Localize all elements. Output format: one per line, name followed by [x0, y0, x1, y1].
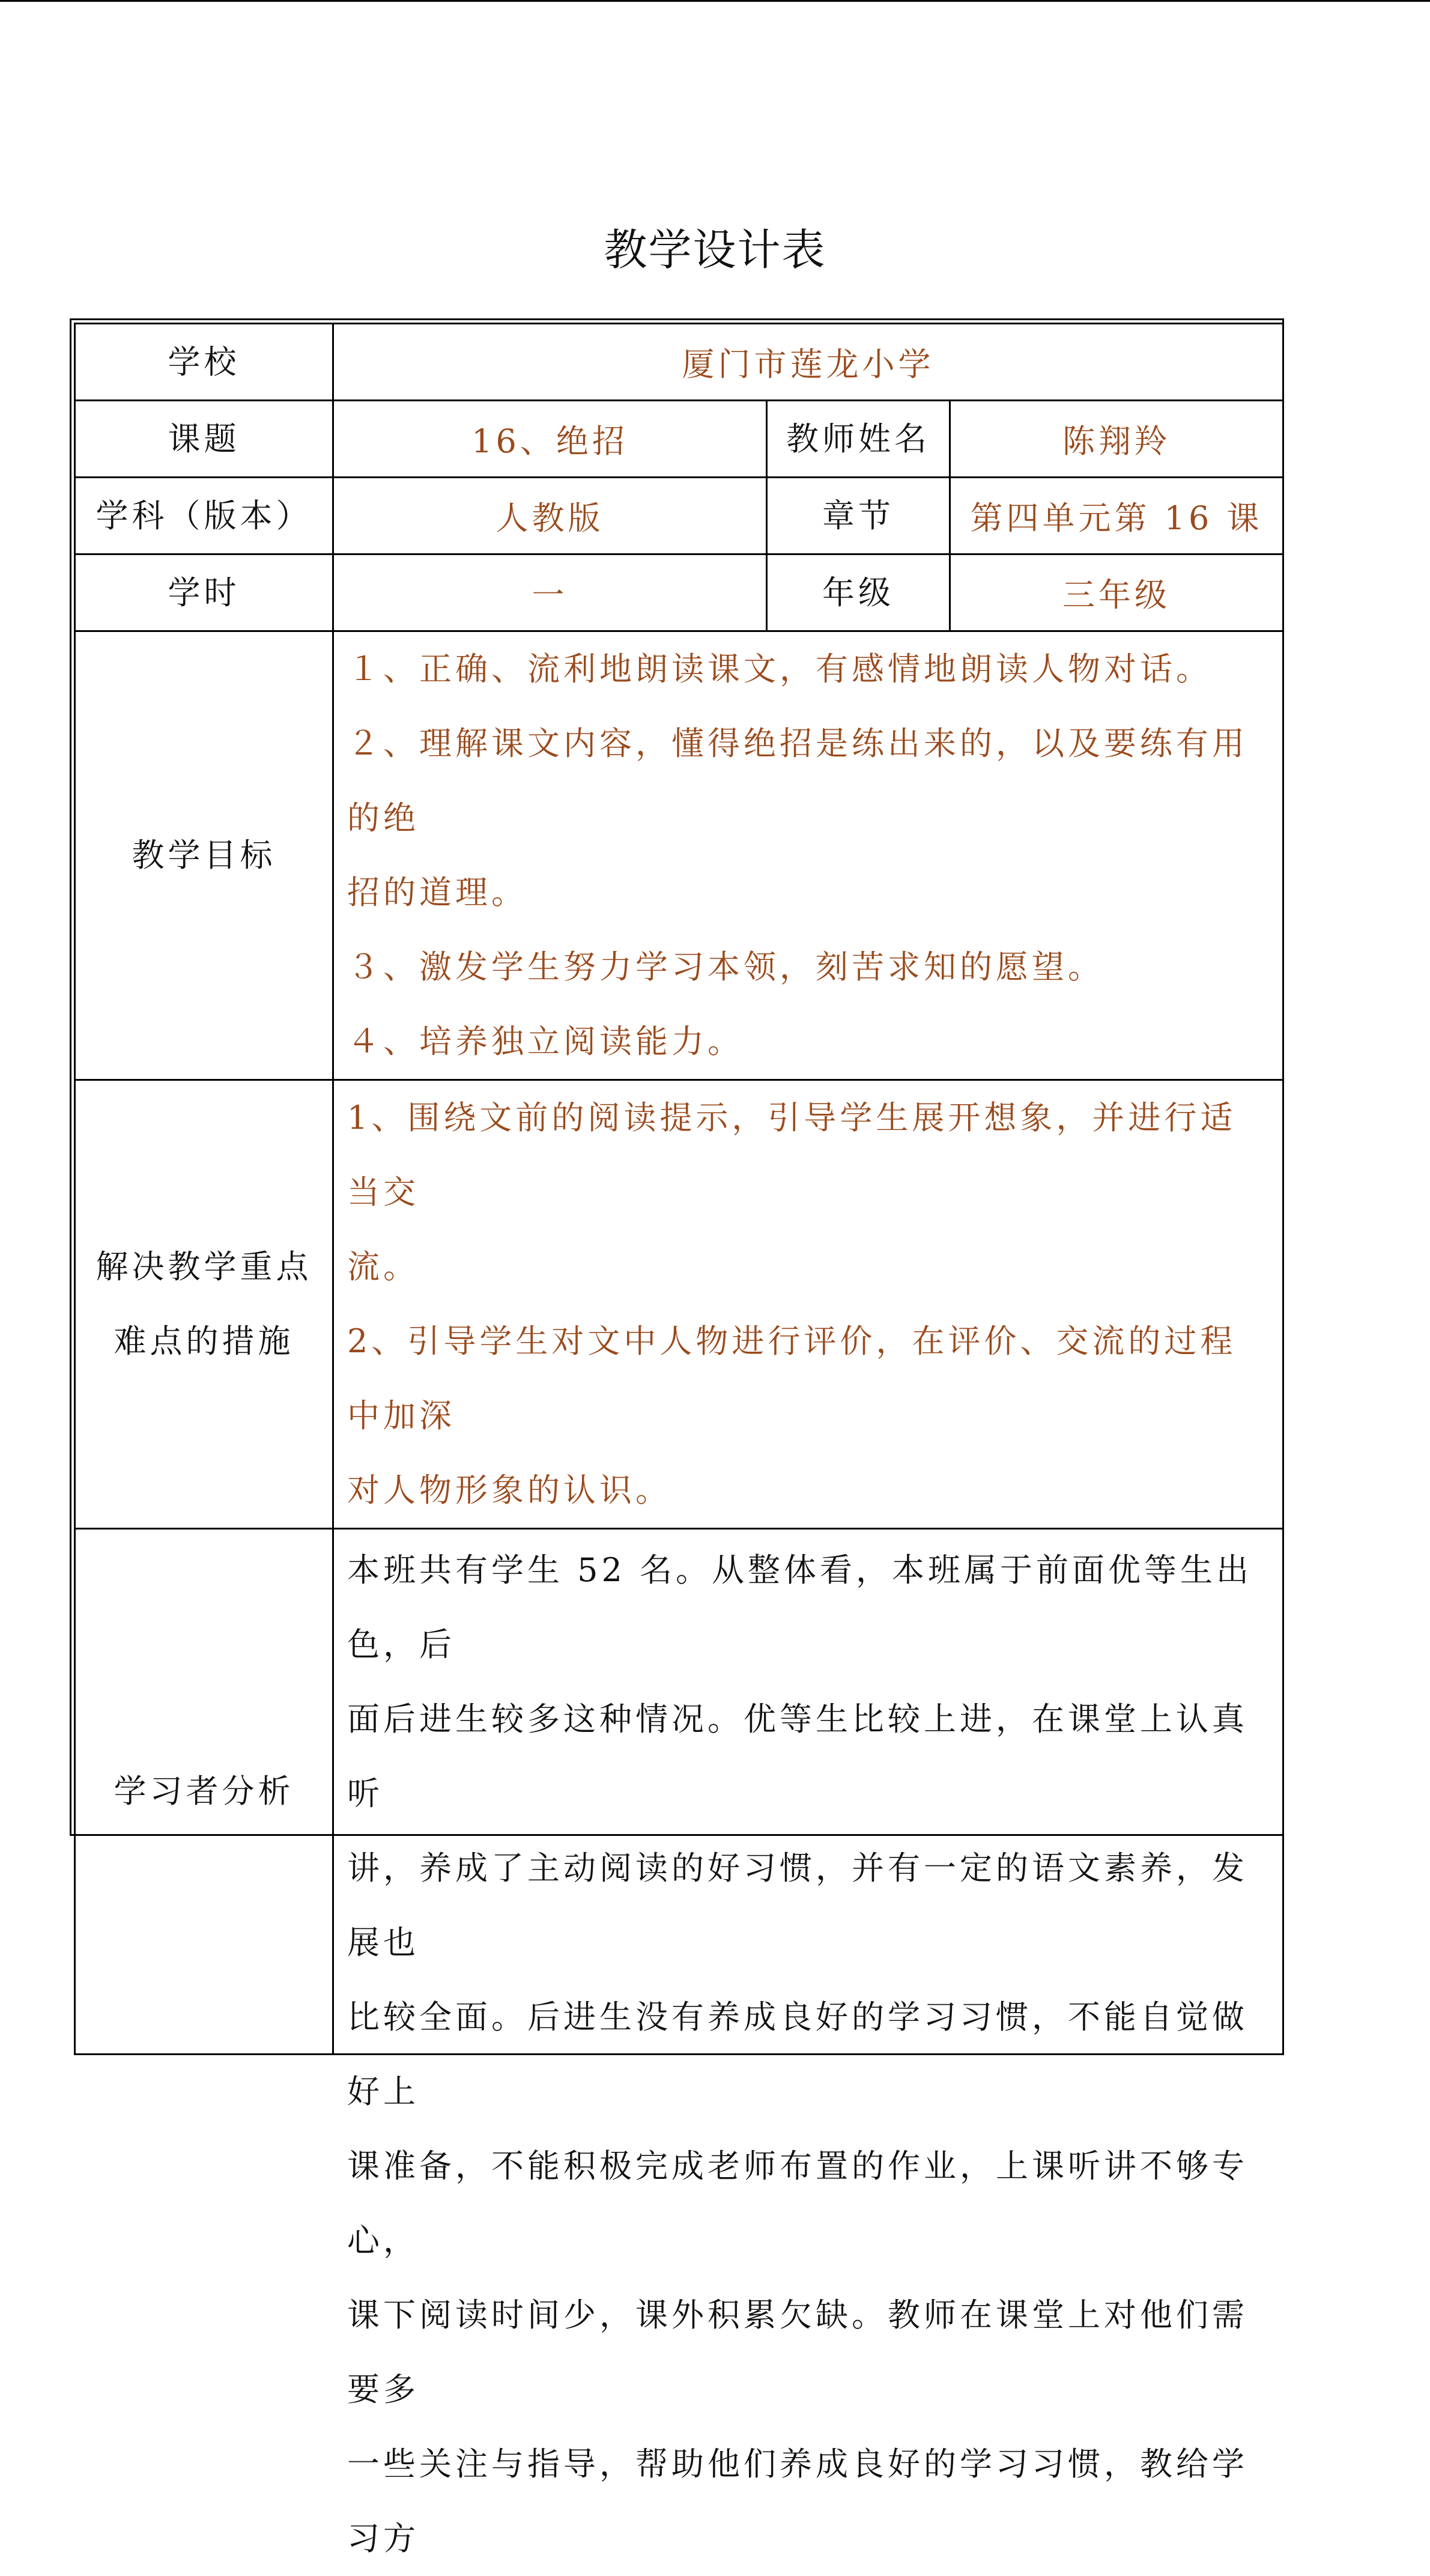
- row-subject: [75, 478, 1283, 554]
- period-label: 学时: [75, 554, 333, 631]
- measures-label-line: 解决教学重点: [95, 1248, 312, 1286]
- goals-label: 教学目标: [75, 631, 333, 1080]
- measure-line: 1、围绕文前的阅读提示，引导学生展开想象，并进行适当交: [347, 1099, 1237, 1211]
- measures-label: [75, 1080, 333, 1529]
- measure-line: 2、引导学生对文中人物进行评价，在评价、交流的过程中加深: [347, 1322, 1237, 1435]
- measures-content: [333, 1080, 1283, 1529]
- top-border-line: [0, 0, 1430, 2]
- learner-content: [333, 1529, 1283, 2557]
- goal-line: ３、激发学生努力学习本领，刻苦求知的愿望。: [347, 948, 1104, 986]
- lesson-design-table: [70, 318, 1284, 2557]
- school-value: 厦门市莲龙小学: [333, 324, 1283, 401]
- topic-value: 16、绝招: [333, 401, 767, 478]
- measures-label-line: 难点的措施: [114, 1322, 294, 1360]
- subject-label: 学科（版本）: [75, 478, 333, 554]
- goal-line: １、正确、流利地朗读课文，有感情地朗读人物对话。: [347, 650, 1212, 688]
- goal-line: ４、培养独立阅读能力。: [347, 1022, 744, 1060]
- grade-value: 三年级: [950, 554, 1283, 631]
- measure-line: 流。: [347, 1248, 419, 1286]
- row-measures: [75, 1080, 1283, 1529]
- learner-line: 比较全面。后进生没有养成良好的学习习惯，不能自觉做好上: [347, 1998, 1248, 2110]
- page-title: 教学设计表: [604, 225, 826, 275]
- row-learner: [75, 1529, 1283, 2055]
- learner-line: 一些关注与指导，帮助他们养成良好的学习习惯，教给学习方: [347, 2445, 1248, 2557]
- subject-value: 人教版: [333, 478, 767, 554]
- teacher-label: 教师姓名: [767, 401, 950, 478]
- chapter-label: 章节: [767, 478, 950, 554]
- topic-label: 课题: [75, 401, 333, 478]
- row-school: [75, 324, 1283, 401]
- learner-line: 课下阅读时间少，课外积累欠缺。教师在课堂上对他们需要多: [347, 2296, 1248, 2408]
- learner-line: 本班共有学生 52 名。从整体看，本班属于前面优等生出色，后: [347, 1551, 1253, 1663]
- chapter-value: 第四单元第 16 课: [950, 478, 1283, 554]
- school-label: 学校: [75, 324, 333, 401]
- row-topic: [75, 401, 1283, 478]
- goal-line: 招的道理。: [347, 873, 527, 911]
- goals-content: [333, 631, 1283, 1080]
- goal-line: ２、理解课文内容，懂得绝招是练出来的，以及要练有用的绝: [347, 724, 1248, 837]
- learner-line: 面后进生较多这种情况。优等生比较上进，在课堂上认真听: [347, 1700, 1248, 1812]
- row-goals: [75, 631, 1283, 1080]
- learner-label: 学习者分析: [75, 1529, 333, 2055]
- period-value: 一: [333, 554, 767, 631]
- measure-line: 对人物形象的认识。: [347, 1471, 671, 1509]
- grade-label: 年级: [767, 554, 950, 631]
- row-period: [75, 554, 1283, 631]
- learner-line: 讲，养成了主动阅读的好习惯，并有一定的语文素养，发展也: [347, 1849, 1248, 1961]
- teacher-value: 陈翔羚: [950, 401, 1283, 478]
- learner-line: 课准备，不能积极完成老师布置的作业，上课听讲不够专心，: [347, 2147, 1248, 2259]
